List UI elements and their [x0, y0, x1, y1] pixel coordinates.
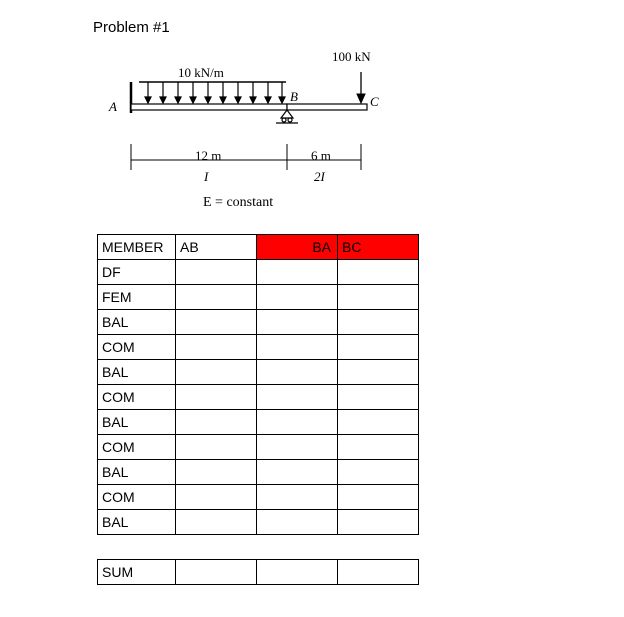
row-label: DF: [98, 260, 176, 285]
table-row: [98, 485, 419, 510]
node-a-label: A: [109, 99, 117, 114]
cell-ba[interactable]: [257, 460, 338, 485]
row-label: COM: [98, 335, 176, 360]
sum-bc-cell[interactable]: [338, 560, 419, 585]
table-row: [98, 335, 419, 360]
span-bc-length-label: 6 m: [311, 148, 331, 163]
table-header-row: [98, 235, 419, 260]
node-c-label: C: [370, 94, 379, 109]
row-label: BAL: [98, 510, 176, 535]
header-bc: BC: [338, 235, 419, 260]
sum-label: SUM: [98, 560, 176, 585]
cell-ab[interactable]: [176, 285, 257, 310]
beam-bc: [287, 104, 367, 110]
cell-ab[interactable]: [176, 310, 257, 335]
roller-support-b: [276, 110, 298, 123]
cell-ba[interactable]: [257, 485, 338, 510]
moment-distribution-table: [97, 234, 419, 535]
cell-ba[interactable]: [257, 285, 338, 310]
cell-ba[interactable]: [257, 510, 338, 535]
cell-ab[interactable]: [176, 510, 257, 535]
point-load-label: 100 kN: [332, 49, 371, 64]
header-ba: BA: [257, 235, 338, 260]
node-b-label: B: [290, 89, 298, 104]
page-title: Problem #1: [93, 19, 170, 36]
cell-bc[interactable]: [338, 510, 419, 535]
cell-ab[interactable]: [176, 385, 257, 410]
point-load-arrow: [357, 72, 365, 103]
cell-ab[interactable]: [176, 410, 257, 435]
row-label: BAL: [98, 310, 176, 335]
distributed-load-label: 10 kN/m: [178, 65, 224, 80]
span-ab-length-label: 12 m: [195, 148, 222, 163]
span-bc-inertia-label: 2I: [314, 169, 325, 184]
header-member: MEMBER: [98, 235, 176, 260]
cell-bc[interactable]: [338, 335, 419, 360]
cell-ab[interactable]: [176, 485, 257, 510]
distributed-load-arrows: [145, 82, 285, 103]
beam-ab: [131, 104, 287, 110]
cell-ba[interactable]: [257, 310, 338, 335]
sum-row: [98, 560, 419, 585]
row-label: BAL: [98, 410, 176, 435]
table-row: [98, 410, 419, 435]
row-label: COM: [98, 485, 176, 510]
table-row: [98, 435, 419, 460]
table-row: [98, 385, 419, 410]
cell-bc[interactable]: [338, 460, 419, 485]
beam-diagram: [0, 0, 624, 230]
row-label: BAL: [98, 460, 176, 485]
cell-bc[interactable]: [338, 360, 419, 385]
cell-ba[interactable]: [257, 335, 338, 360]
table-row: [98, 285, 419, 310]
table-row: [98, 510, 419, 535]
cell-bc[interactable]: [338, 485, 419, 510]
cell-ba[interactable]: [257, 360, 338, 385]
cell-ba[interactable]: [257, 410, 338, 435]
table-row: [98, 460, 419, 485]
row-label: FEM: [98, 285, 176, 310]
cell-bc[interactable]: [338, 385, 419, 410]
span-ab-inertia-label: I: [204, 169, 209, 184]
table-row: [98, 360, 419, 385]
modulus-note: E = constant: [203, 195, 274, 210]
cell-bc[interactable]: [338, 260, 419, 285]
row-label: BAL: [98, 360, 176, 385]
cell-bc[interactable]: [338, 310, 419, 335]
table-row: [98, 260, 419, 285]
cell-bc[interactable]: [338, 435, 419, 460]
cell-ba[interactable]: [257, 435, 338, 460]
cell-ab[interactable]: [176, 460, 257, 485]
row-label: COM: [98, 385, 176, 410]
table-row: [98, 310, 419, 335]
sum-ab-cell[interactable]: [176, 560, 257, 585]
sum-table: [97, 559, 419, 585]
sum-ba-cell[interactable]: [257, 560, 338, 585]
cell-ab[interactable]: [176, 260, 257, 285]
cell-ab[interactable]: [176, 435, 257, 460]
cell-ab[interactable]: [176, 335, 257, 360]
cell-ba[interactable]: [257, 260, 338, 285]
cell-ab[interactable]: [176, 360, 257, 385]
header-ab: AB: [176, 235, 257, 260]
cell-ba[interactable]: [257, 385, 338, 410]
row-label: COM: [98, 435, 176, 460]
cell-bc[interactable]: [338, 410, 419, 435]
cell-bc[interactable]: [338, 285, 419, 310]
